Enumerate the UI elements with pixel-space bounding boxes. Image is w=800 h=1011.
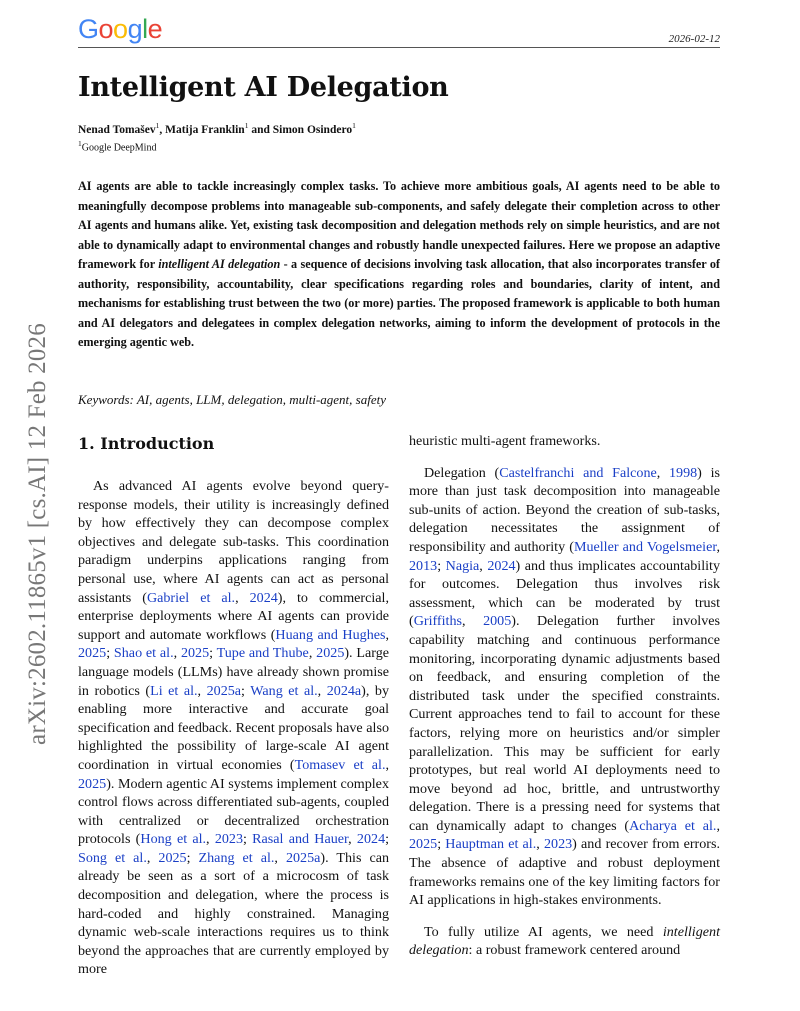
text-run: : a robust framework centered around — [468, 942, 681, 959]
text-run: ) and thus implicates accountability for outcomes. Delegation thus involves risk assessment, which can be moderated by trust ( — [409, 557, 720, 630]
citation-link[interactable]: 2013 — [409, 557, 438, 574]
affiliation — [78, 139, 156, 153]
author-list: Nenad Tomašev$^1$, Matija Franklin$^1$ and Simon Osindero$^1$ — [78, 121, 356, 136]
text-run: , — [479, 557, 488, 574]
text-run: ), by enabling more interactive and accurate goal specification and feedback. Recent proposals have also highlighted the possibility of large-scale AI agent coordination in virtual economies ( — [78, 682, 390, 773]
text-run: , — [716, 538, 720, 555]
text-run: , — [536, 836, 544, 853]
citation-link[interactable]: Nagia — [445, 557, 480, 574]
citation-link[interactable]: 2024 — [249, 589, 278, 606]
text-run: ; — [385, 831, 390, 848]
author-name: Nenad Tomašev — [78, 123, 156, 136]
citation-link[interactable]: 2025 — [180, 645, 210, 662]
abstract: AI agents are able to tackle increasingly complex tasks. To achieve more ambitious goals, AI agents need to be able to meaningfully decompose problems into manageable sub-components, and safely delegate their completion across to other AI agents and humans alike. Yet, existing task decomposition and delegation methods rely on simple heuristics, and are not able to dynamically adapt to environmental changes and robustly handle unexpected failures. Here we propose an adaptive framework for intelligent AI delegation - a sequence of decisions involving task allocation, that also incorporates transfer of authority, responsibility, accountability, clear specifications regarding roles and boundaries, clarity of intent, and mechanisms for establishing trust between the two (or more) parties. The proposed framework is applicable to both human and AI delegators and delegatees in complex delegation networks, aiming to inform the development of protocols in the emerging agentic web. — [78, 179, 720, 349]
citation-link[interactable]: Huang and Hughes — [275, 626, 386, 643]
citation-link[interactable]: 2025 — [409, 836, 438, 853]
citation-link[interactable]: Li et al. — [150, 682, 198, 699]
citation-link[interactable]: Mueller and Vogelsmeier — [573, 538, 717, 555]
emphasis: intelligent delegation — [409, 923, 720, 959]
citation-link[interactable]: Shao et al. — [113, 645, 174, 662]
text-run: , — [716, 817, 720, 834]
text-run: , — [206, 831, 215, 848]
paper-date: 2026-02-12 — [668, 33, 720, 45]
intro-paragraph-3 — [409, 923, 720, 960]
logo-letter: G — [78, 14, 99, 44]
text-run: ; — [437, 557, 446, 574]
citation-link[interactable]: Rasal and Hauer — [252, 831, 349, 848]
logo-letter: g — [127, 14, 143, 44]
citation-link[interactable]: Zhang et al. — [198, 849, 275, 866]
text-run: ; — [437, 836, 446, 853]
text-run: ; — [186, 849, 199, 866]
text-run: ; — [243, 831, 253, 848]
intro-paragraph-1 — [78, 477, 389, 979]
text-run: To fully utilize AI agents, we need — [424, 923, 663, 940]
citation-link[interactable]: Tomasev et al. — [294, 756, 386, 773]
author-name: Matija Franklin — [165, 123, 245, 136]
text-run: ; — [241, 682, 251, 699]
logo-letter: o — [98, 14, 114, 44]
text-run: As advanced AI agents evolve beyond query-response models, their utility is increasingly defined by how effectively they can decompose complex objectives and delegate sub-tasks. This coordination paradigm underpins applications ranging from personal use, where AI agents can act as personal assistants ( — [78, 478, 389, 606]
text-run: , — [308, 645, 317, 662]
text-run: ), to commercial, enterprise deployments where AI agents can provide support and automate workflows ( — [78, 589, 389, 643]
citation-link[interactable]: 2025 — [78, 645, 107, 662]
logo-letter: l — [142, 14, 148, 44]
right-column — [409, 432, 720, 960]
keywords: Keywords: AI, agents, LLM, delegation, multi-agent, safety — [78, 392, 386, 407]
text-run: , — [235, 589, 250, 606]
text-run: ). This can already be seen as a sort of a microcosm of task decomposition and delegation, where the process is hard-coded and highly constrained. Managing dynamic web-scale interactions requires us to think beyond the approaches that are currently employed by more — [78, 849, 389, 978]
text-run: ; — [209, 645, 217, 662]
text-run: ; — [106, 645, 114, 662]
text-run: , — [385, 626, 390, 643]
citation-link[interactable]: 2023 — [214, 831, 243, 848]
intro-paragraph-2 — [409, 464, 720, 910]
logo-letter: e — [147, 14, 163, 44]
citation-link[interactable]: Tupe and Thube — [216, 645, 309, 662]
citation-link[interactable]: 1998 — [668, 464, 698, 481]
citation-link[interactable]: Griffiths — [413, 613, 462, 630]
affiliation-mark: 1 — [78, 139, 82, 148]
citation-link[interactable]: 2025a — [206, 682, 242, 699]
google-logo — [78, 14, 162, 45]
affiliation-mark: 1 — [155, 121, 160, 130]
text-run: , — [656, 464, 669, 481]
citation-link[interactable]: 2024 — [487, 557, 516, 574]
citation-link[interactable]: Castelfranchi and Falcone — [499, 464, 657, 481]
citation-link[interactable]: 2005 — [483, 613, 512, 630]
text-run: , — [173, 645, 181, 662]
paper-title: Intelligent AI Delegation — [78, 72, 449, 103]
logo-letter: o — [113, 14, 128, 44]
arxiv-stamp: arXiv:2602.11865v1 [cs.AI] 12 Feb 2026 — [24, 323, 51, 745]
header-rule — [78, 47, 720, 48]
section-heading: 1. Introduction — [78, 434, 215, 453]
citation-link[interactable]: 2025a — [285, 849, 321, 866]
text-run: , — [317, 682, 327, 699]
text-run: Delegation ( — [424, 464, 500, 481]
citation-link[interactable]: Song et al. — [78, 849, 147, 866]
text-run: , — [462, 613, 484, 630]
citation-link[interactable]: Gabriel et al. — [146, 589, 236, 606]
text-run: ) and recover from errors. The absence of adaptive and robust deployment frameworks remains one of the key limiting factors for AI applications in high-stakes environments. — [409, 836, 720, 909]
citation-link[interactable]: 2025 — [78, 775, 107, 792]
citation-link[interactable]: 2024a — [326, 682, 362, 699]
left-column — [78, 432, 389, 979]
citation-link[interactable]: Hong et al. — [140, 831, 207, 848]
author-name: Simon Osindero — [272, 123, 353, 136]
text-run: ). Delegation further involves capability matching and continuous performance monitoring, incorporating dynamic adjustments based on feedback, and ensuring completion of the distributed task under the specified constraints. Current approaches tend to fail to account for these factors, relying more on heuristics and/or simpler parallelization. This may be sufficient for early prototypes, but real world AI deployments need to move beyond ad hoc, brittle, and untrustworthy delegation. There is a pressing need for systems that can dynamically adapt to changes ( — [409, 613, 720, 834]
citation-link[interactable]: 2025 — [158, 849, 187, 866]
citation-link[interactable]: 2023 — [543, 836, 573, 853]
text-run: ) is more than just task decomposition into manageable sub-units of action. Beyond the creation of sub-tasks, delegation necessitates the assignment of responsibility and authority ( — [409, 464, 720, 555]
citation-link[interactable]: Wang et al. — [250, 682, 318, 699]
text-run: , — [197, 682, 207, 699]
intro-paragraph-1-continued: heuristic multi-agent frameworks. — [409, 433, 601, 449]
abstract-emphasis: intelligent AI delegation — [158, 257, 281, 271]
text-run: , — [274, 849, 286, 866]
text-run: ). Large language models (LLMs) have already shown promise in robotics ( — [78, 645, 389, 699]
affiliation-mark: 1 — [352, 121, 356, 130]
affiliation-name: Google DeepMind — [81, 142, 157, 154]
text-run: , — [385, 756, 390, 773]
text-run: , — [146, 849, 159, 866]
citation-link[interactable]: Acharya et al. — [629, 817, 717, 834]
affiliation-mark: 1 — [244, 121, 249, 130]
text-run: , — [348, 831, 357, 848]
citation-link[interactable]: 2025 — [316, 645, 345, 662]
citation-link[interactable]: 2024 — [356, 831, 386, 848]
text-run: ). Modern agentic AI systems implement complex control flows across differentiated sub-agents, coupled with centralized or decentralized orchestration protocols ( — [78, 775, 389, 848]
citation-link[interactable]: Hauptman et al. — [445, 836, 537, 853]
